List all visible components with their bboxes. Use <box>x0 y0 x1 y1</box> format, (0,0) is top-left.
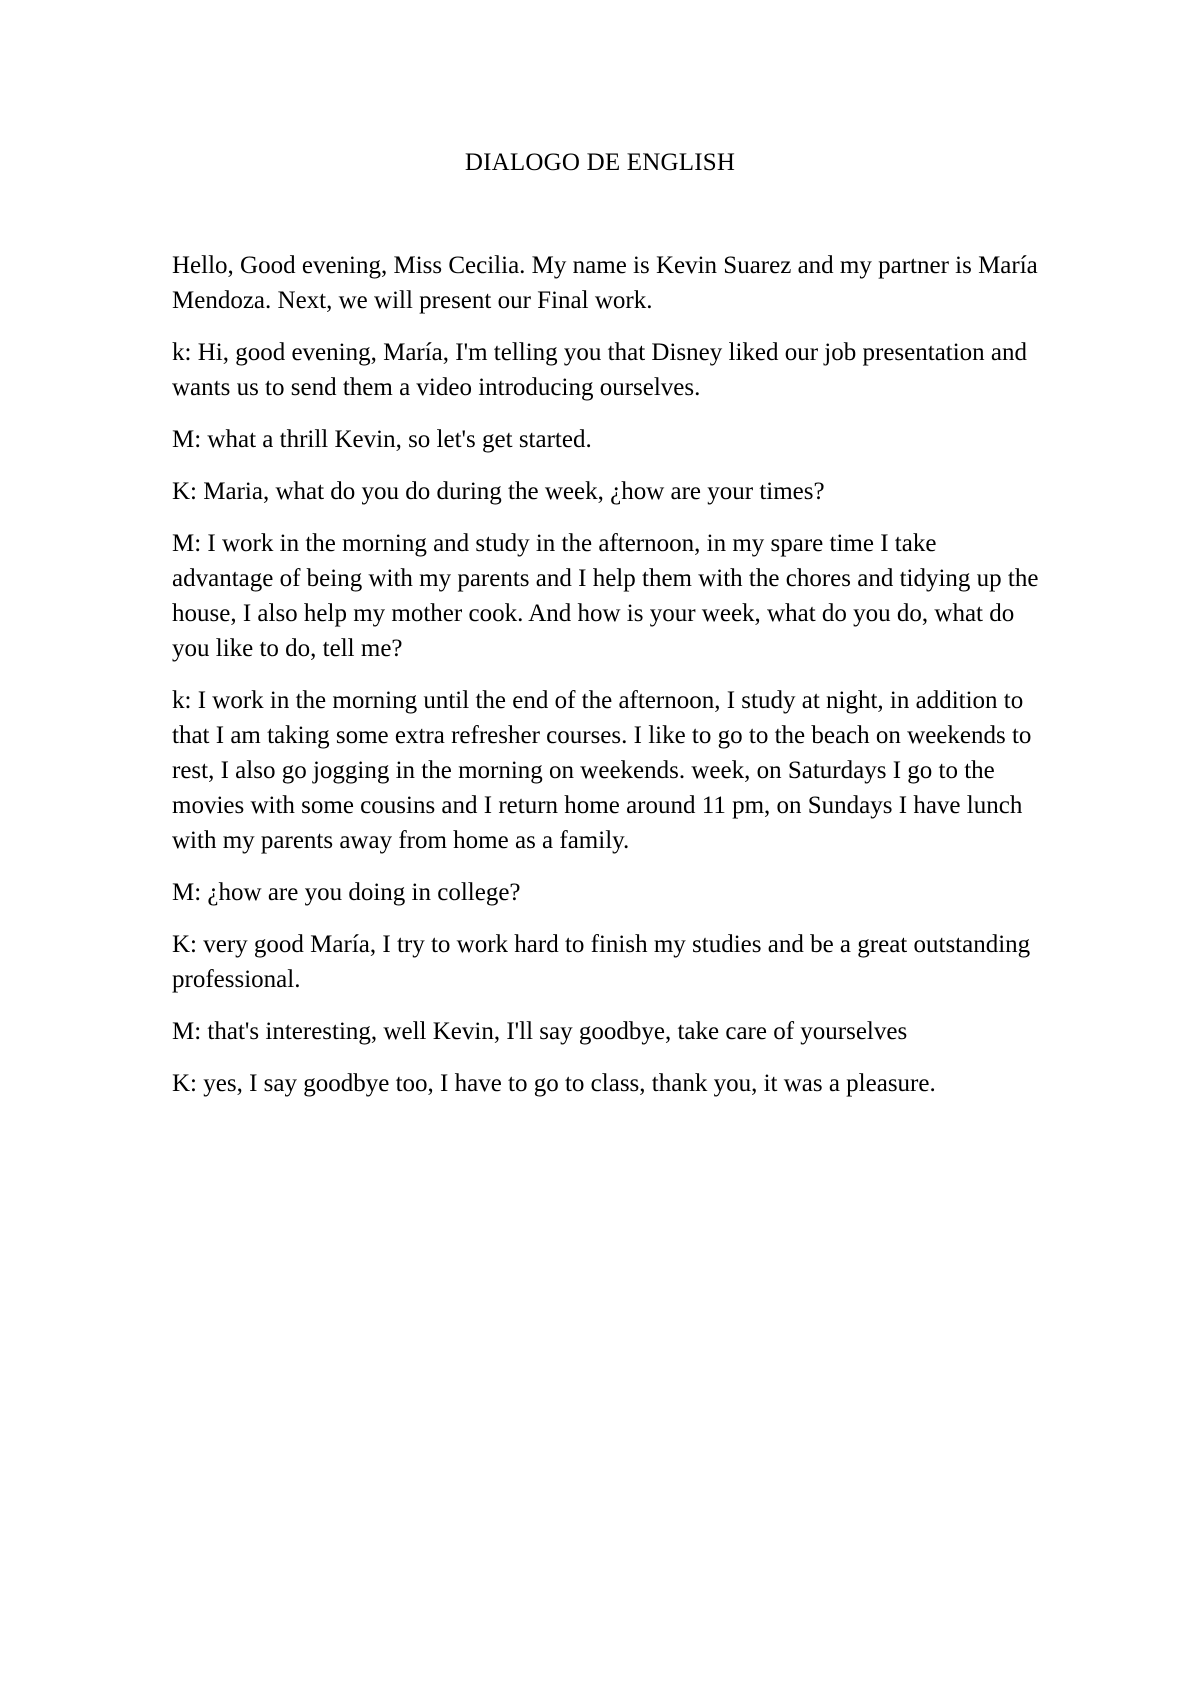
paragraph-dialogue: M: ¿how are you doing in college? <box>172 879 521 906</box>
paragraph-dialogue: M: what a thrill Kevin, so let's get started. <box>172 426 592 453</box>
paragraph-dialogue: K: Maria, what do you do during the week, ¿how are your times? <box>172 478 825 505</box>
paragraph-dialogue: k: I work in the morning until the end of the afternoon, I study at night, in addition to that I am taking some extra refresher courses. I like to go to the beach on weekends to rest, I also go jogging in the morning on weekends. week, on Saturdays I go to the movies with some cousins and I return home around 11 pm, on Sundays I have lunch with my parents away from home as a family. <box>172 687 1032 854</box>
paragraph-dialogue: M: I work in the morning and study in the afternoon, in my spare time I take advantage of being with my parents and I help them with the chores and tidying up the house, I also help my mother cook. And how is your week, what do you do, what do you like to do, tell me? <box>172 530 1039 662</box>
document-title: DIALOGO DE ENGLISH <box>464 149 736 176</box>
paragraph-introduction: Hello, Good evening, Miss Cecilia. My name is Kevin Suarez and my partner is María Mendoza. Next, we will present our Final work. <box>172 252 1038 314</box>
paragraph-dialogue: M: that's interesting, well Kevin, I'll say goodbye, take care of yourselves <box>172 1018 908 1045</box>
document-body <box>172 248 1040 1118</box>
paragraph-dialogue: K: very good María, I try to work hard to finish my studies and be a great outstanding professional. <box>172 931 1031 993</box>
paragraph-dialogue: K: yes, I say goodbye too, I have to go to class, thank you, it was a pleasure. <box>172 1070 936 1097</box>
paragraph-dialogue: k: Hi, good evening, María, I'm telling you that Disney liked our job presentation and wants us to send them a video introducing ourselves. <box>172 339 1028 401</box>
